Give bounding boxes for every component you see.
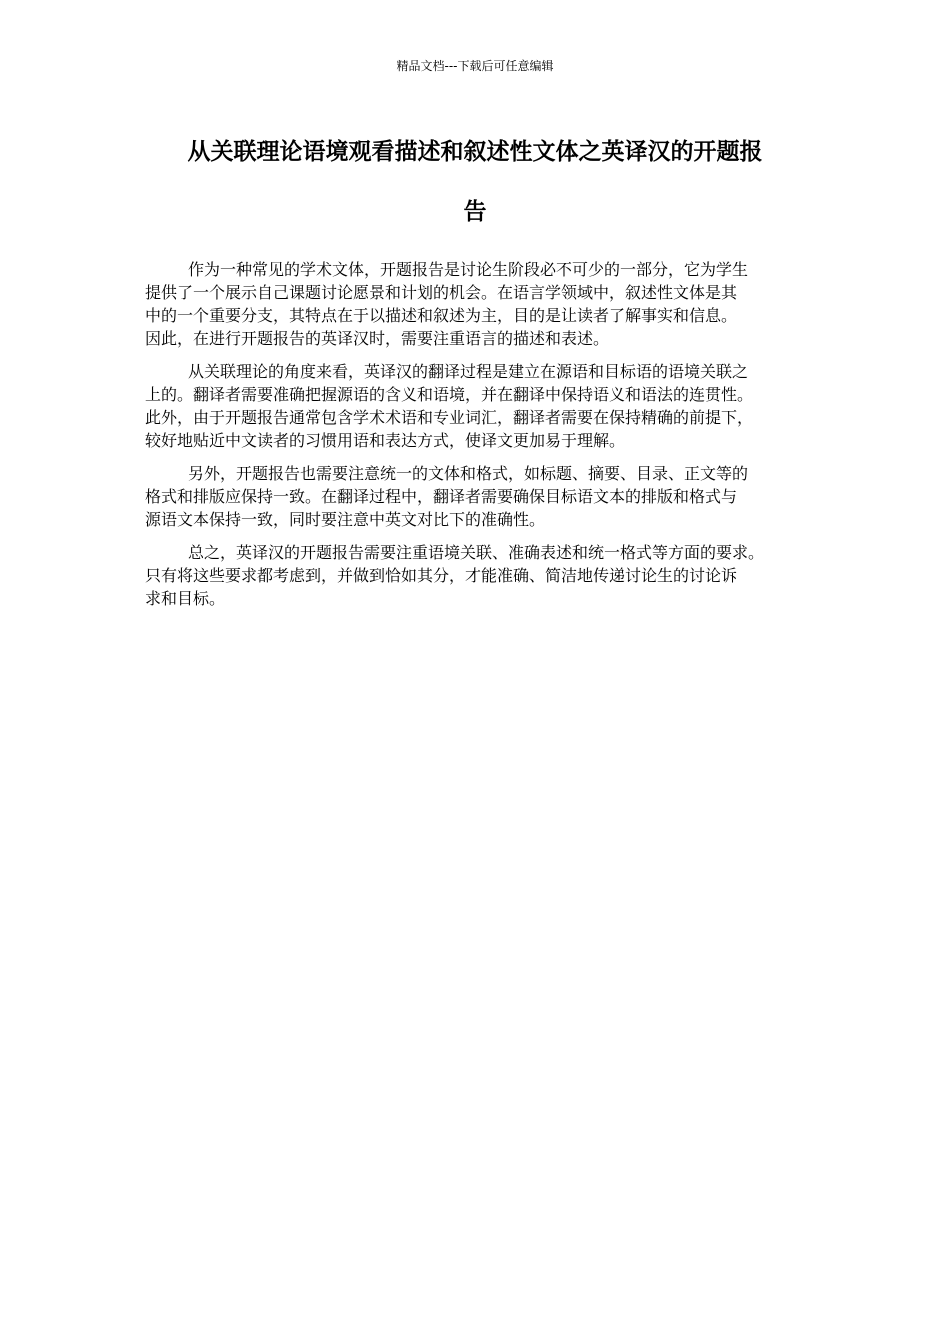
paragraph-line: 源语文本保持一致，同时要注意中英文对比下的准确性。 bbox=[145, 510, 546, 529]
paragraph-line: 上的。翻译者需要准确把握源语的含义和语境，并在翻译中保持语义和语法的连贯性。 bbox=[145, 385, 754, 404]
paragraph-1 bbox=[145, 258, 817, 350]
paragraph-line: 另外，开题报告也需要注意统一的文体和格式，如标题、摘要、目录、正文等的 bbox=[188, 464, 749, 483]
paragraph-line: 求和目标。 bbox=[145, 589, 226, 608]
paragraph-line: 格式和排版应保持一致。在翻译过程中，翻译者需要确保目标语文本的排版和格式与 bbox=[145, 487, 738, 506]
paragraph-line: 从关联理论的角度来看，英译汉的翻译过程是建立在源语和目标语的语境关联之 bbox=[188, 362, 749, 381]
paragraph-line: 中的一个重要分支，其特点在于以描述和叙述为主，目的是让读者了解事实和信息。 bbox=[145, 306, 738, 325]
title-line: 告 bbox=[463, 199, 487, 225]
paragraph-3 bbox=[145, 462, 817, 531]
paragraph-line: 只有将这些要求都考虑到，并做到恰如其分，才能准确、简洁地传递讨论生的讨论诉 bbox=[145, 566, 738, 585]
paragraph-line: 此外，由于开题报告通常包含学术术语和专业词汇，翻译者需要在保持精确的前提下， bbox=[145, 408, 754, 427]
paragraph-4 bbox=[145, 541, 817, 610]
title-line: 从关联理论语境观看描述和叙述性文体之英译汉的开题报 bbox=[187, 139, 763, 165]
paragraph-2 bbox=[145, 360, 817, 452]
paragraph-line: 较好地贴近中文读者的习惯用语和表达方式，使译文更加易于理解。 bbox=[145, 431, 626, 450]
paragraph-line: 提供了一个展示自己课题讨论愿景和计划的机会。在语言学领域中，叙述性文体是其 bbox=[145, 283, 738, 302]
paragraph-line: 因此，在进行开题报告的英译汉时，需要注重语言的描述和表述。 bbox=[145, 329, 610, 348]
paragraph-line: 总之，英译汉的开题报告需要注重语境关联、准确表述和统一格式等方面的要求。 bbox=[188, 543, 765, 562]
document-body bbox=[145, 258, 817, 620]
paragraph-line: 作为一种常见的学术文体，开题报告是讨论生阶段必不可少的一部分，它为学生 bbox=[188, 260, 749, 279]
header-note: 精品文档---下载后可任意编辑 bbox=[396, 59, 554, 73]
document-title bbox=[145, 136, 805, 228]
